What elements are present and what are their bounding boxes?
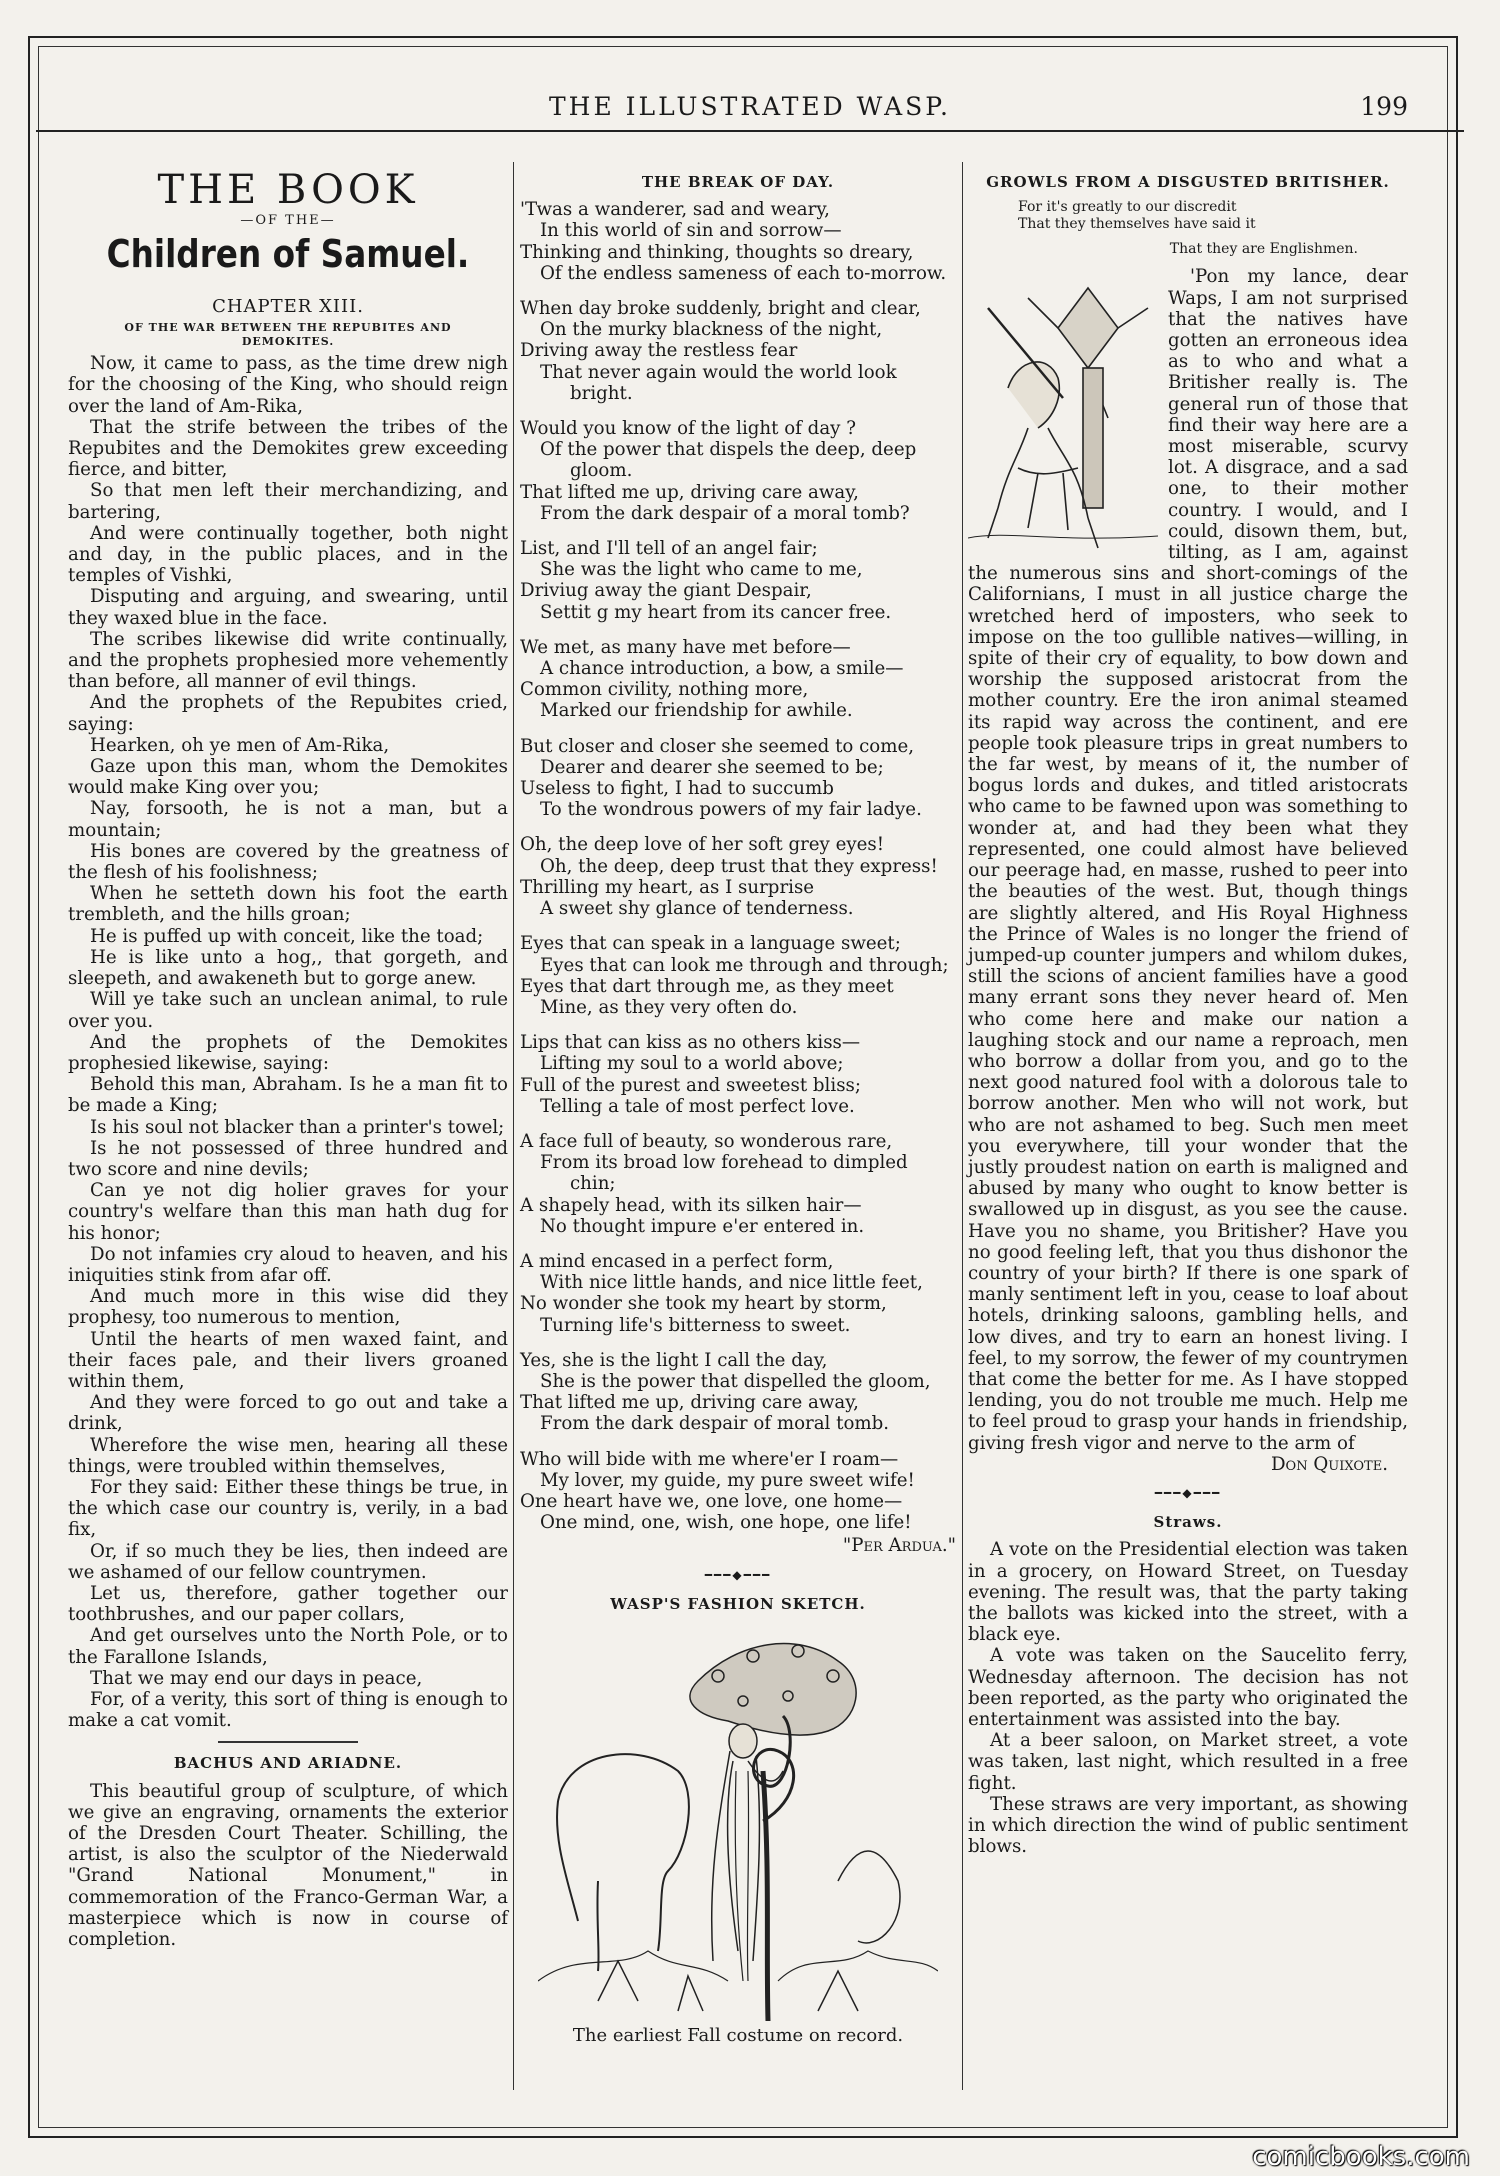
watermark: comicbooks.com bbox=[1252, 2142, 1470, 2172]
article-paragraph: That we may end our days in peace, bbox=[90, 1667, 423, 1689]
poem-stanza bbox=[520, 1251, 956, 1336]
article-paragraph: Gaze upon this man, whom the Demokites would make King over you; bbox=[68, 756, 508, 799]
poem-line: Eyes that can speak in a language sweet; bbox=[520, 933, 901, 955]
poem-stanza bbox=[520, 418, 956, 524]
article-paragraph: And were continually together, both night and day, in the public places, and in the temples of Vishki, bbox=[68, 522, 508, 587]
fashion-sketch-illustration bbox=[538, 1621, 938, 2021]
poem-stanza bbox=[520, 1131, 956, 1237]
poem-line: Useless to fight, I had to succumb bbox=[520, 778, 834, 800]
article-paragraph: Will ye take such an unclean animal, to rule over you. bbox=[68, 989, 508, 1032]
article-paragraph: Is his soul not blacker than a printer's towel; bbox=[90, 1116, 505, 1138]
chapter-heading: CHAPTER XIII. bbox=[212, 296, 364, 317]
growls-heading: GROWLS FROM A DISGUSTED BRITISHER. bbox=[986, 173, 1390, 191]
poem-line: A mind encased in a perfect form, bbox=[520, 1250, 834, 1272]
bachus-heading: BACHUS AND ARIADNE. bbox=[173, 1754, 403, 1773]
growls-signature: Don Quixote. bbox=[1270, 1453, 1388, 1475]
ornament-divider: ━━━◆━━━ bbox=[704, 1567, 772, 1582]
poem-line: List, and I'll tell of an angel fair; bbox=[520, 538, 818, 560]
poem-line: Eyes that dart through me, as they meet bbox=[520, 975, 894, 997]
article-paragraph: Let us, therefore, gather together our toothbrushes, and our paper collars, bbox=[68, 1582, 508, 1626]
article-paragraph: And they were forced to go out and take a drink, bbox=[68, 1392, 508, 1435]
divider bbox=[218, 1741, 358, 1743]
straws-paragraph: A vote on the Presidential election was taken in a grocery, on Howard Street, on Tuesday evening. The result was, that the party taking the ballots was kicked into the street, with a black eye. bbox=[968, 1539, 1408, 1646]
poem-line: That lifted me up, driving care away, bbox=[520, 1392, 859, 1414]
chapter-subtitle: OF THE WAR BETWEEN THE REPUBITES AND DEMOKITES. bbox=[124, 321, 452, 349]
fashion-heading: WASP'S FASHION SKETCH. bbox=[610, 1594, 866, 1613]
article-paragraph: Hearken, oh ye men of Am-Rika, bbox=[90, 734, 390, 756]
column-rule bbox=[962, 162, 963, 2090]
article-title-line1: THE BOOK bbox=[157, 167, 419, 213]
page-number: 199 bbox=[1360, 92, 1408, 121]
poem-line: But closer and closer she seemed to come, bbox=[520, 735, 915, 757]
poem-line: A chance introduction, a bow, a smile— bbox=[540, 658, 904, 680]
poem-line: That never again would the world look bright. bbox=[540, 361, 897, 404]
poem-line: From its broad low forehead to dimpled chin; bbox=[540, 1152, 908, 1195]
article-paragraph: That the strife between the tribes of the Repubites and the Demokites grew exceeding fierce, and bitter, bbox=[68, 416, 508, 481]
poem-stanza bbox=[520, 933, 956, 1018]
poem-line: When day broke suddenly, bright and clear, bbox=[520, 298, 921, 320]
poem-line: Telling a tale of most perfect love. bbox=[540, 1095, 855, 1117]
poem-stanza bbox=[520, 1350, 956, 1435]
column-left bbox=[68, 168, 508, 1950]
poem-line: Lifting my soul to a world above; bbox=[540, 1053, 844, 1075]
article-paragraph: For they said: Either these things be true, in the which case our country is, verily, in a bad fix, bbox=[68, 1476, 508, 1541]
poem-line: Common civility, nothing more, bbox=[520, 679, 809, 701]
article-paragraph: When he setteth down his foot the earth trembleth, and the hills groan; bbox=[68, 883, 508, 926]
article-title-line2: Children of Samuel. bbox=[106, 232, 470, 276]
poem-line: From the dark despair of a moral tomb? bbox=[540, 502, 910, 524]
poem-line: Turning life's bitterness to sweet. bbox=[540, 1314, 851, 1336]
article-paragraph: He is like unto a hog,, that gorgeth, and sleepeth, and awakeneth but to gorge anew. bbox=[68, 946, 508, 990]
article-paragraph: So that men left their merchandizing, and bartering, bbox=[68, 480, 508, 523]
poem-line: To the wondrous powers of my fair ladye. bbox=[540, 799, 922, 821]
poem-line: Of the endless sameness of each to-morrow. bbox=[540, 262, 947, 284]
poem-line: Oh, the deep love of her soft grey eyes! bbox=[520, 834, 885, 856]
poem-line: Dearer and dearer she seemed to be; bbox=[540, 756, 884, 778]
poem-line: Driviug away the giant Despair, bbox=[520, 580, 812, 602]
poem-stanza bbox=[520, 298, 956, 404]
column-right bbox=[968, 168, 1408, 1857]
poem-stanza bbox=[520, 736, 956, 821]
masthead-title: THE ILLUSTRATED WASP. bbox=[548, 92, 951, 121]
poem-stanza bbox=[520, 834, 956, 919]
masthead bbox=[36, 86, 1464, 132]
poem-body bbox=[520, 199, 956, 1533]
epigraph bbox=[1018, 199, 1408, 233]
article-paragraph: Wherefore the wise men, hearing all these things, were troubled within themselves, bbox=[68, 1434, 508, 1477]
article-paragraph: Nay, forsooth, he is not a man, but a mountain; bbox=[68, 798, 508, 841]
article-paragraph: Or, if so much they be lies, then indeed are we ashamed of our fellow countrymen. bbox=[68, 1540, 508, 1583]
poem-stanza bbox=[520, 199, 956, 284]
poem-line: 'Twas a wanderer, sad and weary, bbox=[520, 199, 830, 221]
poem-line: Of the power that dispels the deep, deep gloom. bbox=[540, 439, 917, 482]
poem-line: Thrilling my heart, as I surprise bbox=[520, 876, 815, 898]
poem-line: A shapely head, with its silken hair— bbox=[520, 1194, 862, 1216]
bachus-text: This beautiful group of sculpture, of which we give an engraving, ornaments the exterior of the Dresden Court Theater. Schilling, the artist, is also the sculptor of the Niederwald "Grand National Monument," in commemoration of the Franco-German War, a masterpiece which is now in course of completion. bbox=[68, 1780, 508, 1951]
column-rule bbox=[513, 162, 514, 2090]
fashion-caption: The earliest Fall costume on record. bbox=[572, 2024, 904, 2046]
poem-line: No thought impure e'er entered in. bbox=[540, 1215, 865, 1237]
article-title-of: —OF THE— bbox=[240, 213, 336, 228]
poem-line: She is the power that dispelled the gloom, bbox=[540, 1370, 931, 1392]
article-body bbox=[68, 353, 508, 1731]
article-paragraph: And much more in this wise did they prophesy, too numerous to mention, bbox=[68, 1286, 508, 1329]
poem-stanza bbox=[520, 637, 956, 722]
straws-paragraph: A vote was taken on the Saucelito ferry, Wednesday afternoon. The decision has not been reported, as the party who originated the entertainment was assisted into the bay. bbox=[968, 1645, 1408, 1731]
poem-signature: "Per Ardua." bbox=[842, 1535, 956, 1557]
poem-heading: THE BREAK OF DAY. bbox=[641, 173, 835, 191]
article-paragraph: Do not infamies cry aloud to heaven, and his iniquities stink from afar off. bbox=[68, 1243, 508, 1286]
poem-line: Would you know of the light of day ? bbox=[520, 418, 856, 440]
article-paragraph: And the prophets of the Demokites prophesied likewise, saying: bbox=[68, 1031, 508, 1074]
article-paragraph: His bones are covered by the greatness of the flesh of his foolishness; bbox=[68, 840, 508, 884]
don-quixote-illustration bbox=[968, 268, 1158, 556]
article-paragraph: And get ourselves unto the North Pole, or to the Farallone Islands, bbox=[68, 1625, 508, 1668]
poem-stanza bbox=[520, 538, 956, 623]
poem-stanza bbox=[520, 1032, 956, 1117]
article-paragraph: The scribes likewise did write continually, and the prophets prophesied more vehemently than before, all manner of evil things. bbox=[68, 628, 508, 693]
poem-line: Eyes that can look me through and through; bbox=[540, 954, 949, 976]
column-middle bbox=[520, 168, 956, 2046]
poem-line: With nice little hands, and nice little feet, bbox=[540, 1272, 923, 1294]
poem-line: My lover, my guide, my pure sweet wife! bbox=[540, 1469, 915, 1491]
poem-line: Settit g my heart from its cancer free. bbox=[540, 601, 892, 623]
poem-line: From the dark despair of moral tomb. bbox=[540, 1413, 890, 1435]
article-paragraph: Is he not possessed of three hundred and two score and nine devils; bbox=[68, 1137, 508, 1180]
epigraph-last-line: That they are Englishmen. bbox=[1169, 241, 1358, 258]
poem-line: Marked our friendship for awhile. bbox=[540, 700, 853, 722]
poem-line: Driving away the restless fear bbox=[520, 340, 798, 362]
straws-paragraph: These straws are very important, as showing in which direction the wind of public sentiment blows. bbox=[968, 1793, 1408, 1858]
article-paragraph: Behold this man, Abraham. Is he a man fit to be made a King; bbox=[68, 1074, 508, 1117]
article-paragraph: Now, it came to pass, as the time drew nigh for the choosing of the King, who should reign over the land of Am-Rika, bbox=[68, 353, 508, 417]
poem-line: One heart have we, one love, one home— bbox=[520, 1490, 903, 1512]
straws-paragraph: At a beer saloon, on Market street, a vote was taken, last night, which resulted in a free fight. bbox=[968, 1730, 1408, 1794]
poem-line: Full of the purest and sweetest bliss; bbox=[520, 1074, 861, 1096]
straws-heading: Straws. bbox=[1153, 1513, 1223, 1532]
poem-line: Lips that can kiss as no others kiss— bbox=[520, 1032, 861, 1054]
poem-line: On the murky blackness of the night, bbox=[540, 319, 883, 341]
poem-line: Yes, she is the light I call the day, bbox=[520, 1349, 828, 1371]
poem-line: That lifted me up, driving care away, bbox=[520, 481, 859, 503]
epigraph-line: For it's greatly to our discredit bbox=[1018, 199, 1237, 216]
article-paragraph: Disputing and arguing, and swearing, until they waxed blue in the face. bbox=[68, 586, 508, 629]
article-paragraph: And the prophets of the Repubites cried, saying: bbox=[68, 692, 508, 735]
ornament-divider: ━━━◆━━━ bbox=[1154, 1485, 1222, 1500]
growls-body: 'Pon my lance, dear Waps, I am not surprised that the natives have gotten an erroneous idea as to who and what a Britisher really is. The general run of those that find their way here are a most miserable, scurvy lot. A disgrace, and a sad one, to their mother country. I would, and I could, disown them, but, tilting, as I am, against the numerous sins and short-comings of the Californians, I must in all justice charge the wretched herd of imposters, who seek to impose on the too gullible natives—willing, in spite of their cry of equality, to bow down and worship the supposed aristocrat from the mother country. Ere the iron animal steamed its rapid way across the continent, and ere people took pleasure trips in great numbers to the far west, by means of it, the number of bogus lords and dukes, and titled aristocrats who came to be fawned upon was something to wonder at, and had they been what they represented, one could almost have believed our peerage had, en masse, rushed to peer into the beauties of the west. But, though things are slightly altered, and His Royal Highness the Prince of Wales is no longer the friend of jumped-up counter jumpers and whilom dukes, still the scions of ancient families have a good many errant sons they never heard of. Men who come here and make our nation a laughing stock and our name a reproach, men who borrow a dollar from you, and go to the next good natured fool with a dolorous tale to borrow another. Men who will not work, but who are not ashamed to beg. Such men meet you everywhere, till your wonder that the justly proudest nation on earth is maligned and abused by many who ought to know better is swallowed up in disgust, as you see the cause. Have you no shame, you Britisher? Have you no good feeling left, that you thus dishonor the country of your birth? If there is one spark of manly sentiment left in you, cease to loaf about hotels, drinking saloons, gambling hells, and low dives, and try to earn an honest living. I feel, to my sorrow, the fewer of my countrymen that come the better for me. As I have stopped lending, you do not trouble me much. Help me to feel proud to grasp your hands in friendship, giving fresh vigor and nerve to the arm of bbox=[968, 266, 1408, 1454]
poem-stanza bbox=[520, 1449, 956, 1534]
poem-line: Oh, the deep, deep trust that they express! bbox=[540, 855, 938, 877]
poem-line: One mind, one, wish, one hope, one life! bbox=[540, 1512, 912, 1534]
article-paragraph: Until the hearts of men waxed faint, and their faces pale, and their livers groaned within them, bbox=[68, 1328, 508, 1392]
poem-line: She was the light who came to me, bbox=[540, 559, 863, 581]
poem-line: A sweet shy glance of tenderness. bbox=[540, 898, 854, 920]
poem-line: Thinking and thinking, thoughts so dreary, bbox=[520, 241, 914, 263]
poem-line: Who will bide with me where'er I roam— bbox=[520, 1448, 899, 1470]
poem-line: In this world of sin and sorrow— bbox=[540, 220, 842, 242]
straws-body bbox=[968, 1539, 1408, 1857]
poem-line: We met, as many have met before— bbox=[520, 636, 851, 658]
poem-line: No wonder she took my heart by storm, bbox=[520, 1293, 887, 1315]
article-paragraph: Can ye not dig holier graves for your country's welfare than this man hath dug for his honor; bbox=[68, 1180, 508, 1244]
epigraph-line: That they themselves have said it bbox=[1018, 216, 1256, 233]
article-paragraph: For, of a verity, this sort of thing is enough to make a cat vomit. bbox=[68, 1689, 508, 1732]
article-paragraph: He is puffed up with conceit, like the toad; bbox=[90, 925, 484, 947]
poem-line: A face full of beauty, so wonderous rare, bbox=[520, 1130, 893, 1152]
poem-line: Mine, as they very often do. bbox=[540, 996, 798, 1018]
